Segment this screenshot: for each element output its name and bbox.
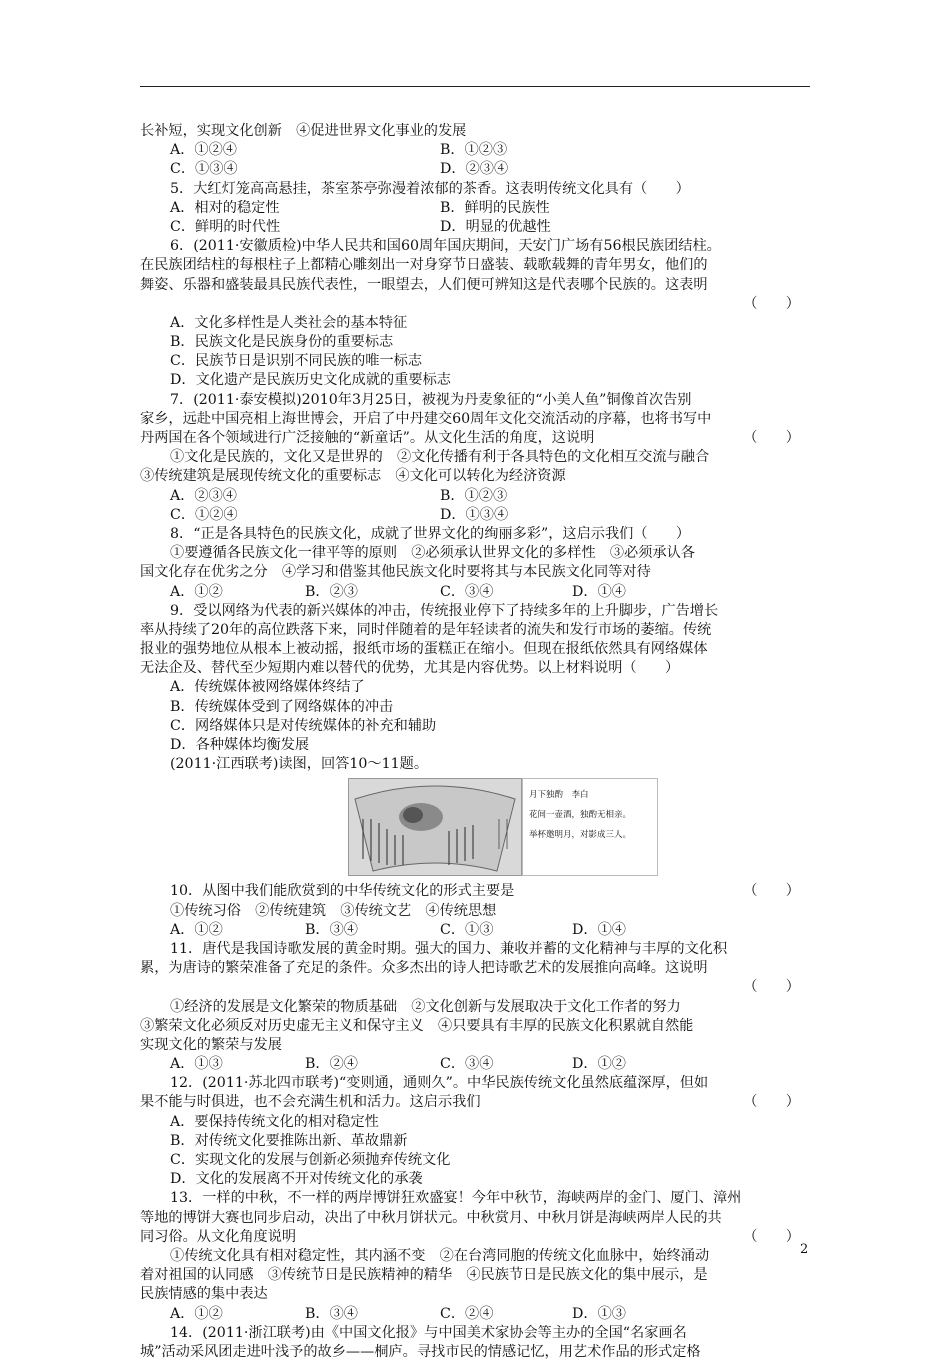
text-line [140,467,812,486]
text-line [140,218,812,237]
text-line [140,122,812,141]
line-text: D．文化的发展离不开对传统文化的承袭 [170,1171,423,1188]
answer-option: B．鲜明的民族性 [440,199,550,216]
line-text: 7．(2011·泰安模拟)2010年3月25日，被视为丹麦象征的“小美人鱼”铜像首次告别 [170,391,692,408]
text-line [140,1228,812,1247]
answer-option: D．①② [572,1056,626,1073]
answer-option: A．①③ [170,1056,223,1073]
text-line [140,544,812,563]
text-line [140,160,812,179]
answer-option: A．②③④ [170,487,237,504]
line-text: ③传统建筑是展现传统文化的重要标志 ④文化可以转化为经济资源 [140,468,566,485]
answer-option: B．①②③ [440,142,508,159]
text-line [140,921,812,940]
text-line [140,583,812,602]
text-line [140,487,812,506]
line-text: A．传统媒体被网络媒体终结了 [170,679,365,696]
poem-line: 花间一壶酒，独酌无相亲。 [529,810,632,821]
text-line [140,736,812,755]
answer-option: A．①②④ [170,142,237,159]
answer-option: C．鲜明的时代性 [170,218,281,235]
line-text: B．民族文化是民族身份的重要标志 [170,334,394,351]
line-text: 国文化存在优劣之分 ④学习和借鉴其他民族文化时要将其与本民族文化同等对待 [140,564,651,581]
line-text: 在民族团结柱的每根柱子上都精心雕刻出一对身穿节日盛装、载歌载舞的青年男女，他们的 [140,257,708,274]
text-line [140,525,812,544]
answer-option: D．①④ [572,921,626,938]
line-text: 果不能与时俱进，也不会充满生机和活力。这启示我们 [140,1094,481,1111]
line-text: 丹两国在各个领域进行广泛接触的“新童话”。从文化生活的角度，这说明 [140,430,595,446]
line-text: D．文化遗产是民族历史文化成就的重要标志 [170,372,451,389]
text-line [140,256,812,275]
fan-painting-image [348,778,522,876]
line-text: ①要遵循各民族文化一律平等的原则 ②必须承认世界文化的多样性 ③必须承认各 [170,545,695,562]
text-line [140,1170,812,1189]
answer-option: D．①③ [572,1305,626,1322]
line-text: 同习俗。从文化角度说明 [140,1228,297,1245]
text-line [140,678,812,697]
line-text: ③繁荣文化必须反对历史虚无主义和保守主义 ④只要具有丰厚的民族文化积累就自然能 [140,1017,694,1034]
line-text: 6．(2011·安徽质检)中华人民共和国60周年国庆期间，天安门广场有56根民族团结柱。 [170,238,721,255]
answer-option: C．①②④ [170,506,238,523]
answer-option: B．②③ [305,583,358,600]
answer-option: D．②③④ [440,161,509,178]
line-text: C．实现文化的发展与创新必须抛弃传统文化 [170,1152,451,1168]
line-text: 5．大红灯笼高高悬挂，茶室茶亭弥漫着浓郁的茶香。这表明传统文化具有（ ） [170,180,690,197]
answer-option: C．②④ [440,1305,494,1322]
line-text: 12．(2011·苏北四市联考)“变则通，通则久”。中华民族传统文化虽然底蕴深厚，但如 [170,1075,709,1092]
text-line [140,563,812,582]
answer-option: A．①② [170,1305,223,1322]
line-text: 14．(2011·浙江联考)由《中国文化报》与中国美术家协会等主办的全国“名家画名 [170,1324,687,1341]
line-text: 无法企及、替代至少短期内难以替代的优势，尤其是内容优势。以上材料说明（ ） [140,660,680,677]
text-line [140,352,812,371]
text-line [140,1036,812,1055]
text-line [140,621,812,640]
line-text: 家乡，远赴中国亮相上海世博会，开启了中丹建交60周年文化交流活动的序幕，也将书写中 [140,410,712,427]
text-line [140,998,812,1017]
answer-option: C．③④ [440,1056,494,1073]
poem-line: 举杯邀明月，对影成三人。 [529,830,632,841]
question-text [140,122,812,1362]
header-rule [140,86,810,87]
answer-option: C．①③ [440,921,494,938]
line-text: C．网络媒体只是对传统媒体的补充和辅助 [170,717,437,734]
line-text: C．民族节日是识别不同民族的唯一标志 [170,353,423,370]
text-line [140,295,812,314]
text-line [140,1017,812,1036]
answer-option: B．③④ [305,1305,358,1322]
answer-option: B．②④ [305,1056,358,1073]
line-text: 8．“正是各具特色的民族文化，成就了世界文化的绚丽多彩”，这启示我们（ ） [170,525,691,542]
line-text: A．文化多样性是人类社会的基本特征 [170,314,408,331]
line-text: 10．从图中我们能欣赏到的中华传统文化的形式主要是 [170,883,515,900]
answer-option: C．③④ [440,583,494,600]
text-line [140,959,812,978]
line-text: B．对传统文化要推陈出新、革故鼎新 [170,1132,408,1149]
answer-blank: （ ） [743,295,800,312]
line-text: 报业的强势地位从根本上被动摇，报纸市场的蛋糕正在缩小。但现在报纸依然具有网络媒体 [140,641,708,658]
line-text: 长补短，实现文化创新 ④促进世界文化事业的发展 [140,123,467,139]
text-line [140,1055,812,1074]
text-line [140,371,812,390]
text-line [140,333,812,352]
text-line [140,276,812,295]
text-line [140,882,812,901]
text-line [140,602,812,621]
answer-option: D．明显的优越性 [440,218,551,235]
line-text: D．各种媒体均衡发展 [170,737,310,753]
text-line [140,1343,812,1362]
text-line [140,141,812,160]
answer-option: B．③④ [305,921,358,938]
line-text: 实现文化的繁荣与发展 [140,1036,282,1053]
text-line [140,1093,812,1112]
text-line [140,1247,812,1266]
text-line [140,940,812,959]
text-line [140,755,812,774]
calligraphy-figure [348,778,656,878]
text-line [140,1151,812,1170]
line-text: 9．受以网络为代表的新兴媒体的冲击，传统报业停下了持续多年的上升脚步，广告增长 [170,602,719,619]
answer-option: B．①②③ [440,487,508,504]
line-text: 城”活动采风团走进叶浅予的故乡——桐庐。寻找市民的情感记忆，用艺术作品的形式定格 [140,1343,701,1360]
text-line [140,640,812,659]
poem-panel [522,778,658,876]
text-line [140,199,812,218]
answer-blank: （ ） [743,883,800,900]
text-line [140,1132,812,1151]
line-text: 13．一样的中秋，不一样的两岸博饼狂欢盛宴！今年中秋节，海峡两岸的金门、厦门、漳州 [170,1190,742,1207]
line-text: 累，为唐诗的繁荣准备了充足的条件。众多杰出的诗人把诗歌艺术的发展推向高峰。这说明 [140,960,708,977]
text-line [140,1189,812,1208]
answer-blank: （ ） [743,430,800,446]
line-text: A．要保持传统文化的相对稳定性 [170,1113,379,1130]
text-line [140,391,812,410]
text-line [140,1209,812,1228]
text-line [140,237,812,256]
line-text: 等地的博饼大赛也同步启动，决出了中秋月饼状元。中秋赏月、中秋月饼是海峡两岸人民的共 [140,1209,722,1226]
text-line [140,1266,812,1285]
line-text: 率从持续了20年的高位跌落下来，同时伴随着的是年轻读者的流失和发行市场的萎缩。传统 [140,621,712,638]
text-line [140,410,812,429]
line-text: ①经济的发展是文化繁荣的物质基础 ②文化创新与发展取决于文化工作者的努力 [170,998,681,1015]
text-line [140,1285,812,1304]
text-line [140,698,812,717]
answer-option: A．①② [170,583,223,600]
answer-option: D．①④ [572,583,626,600]
text-line [140,659,812,678]
text-line [140,429,812,448]
answer-blank: （ ） [743,979,800,996]
text-line [140,978,812,997]
answer-option: A．①② [170,921,223,938]
line-text: 着对祖国的认同感 ③传统节日是民族精神的精华 ④民族节日是民族文化的集中展示，是 [140,1267,708,1284]
text-line [140,717,812,736]
text-line [140,314,812,333]
poem-title: 月下独酌 李白 [529,790,589,801]
line-text: ①传统习俗 ②传统建筑 ③传统文艺 ④传统思想 [170,902,497,919]
line-text: 民族情感的集中表达 [140,1286,268,1303]
line-text: ①传统文化具有相对稳定性，其内涵不变 ②在台湾同胞的传统文化血脉中，始终涌动 [170,1247,710,1264]
text-line [140,1305,812,1324]
answer-option: D．①③④ [440,506,509,523]
text-line [140,180,812,199]
line-text: 舞姿、乐器和盛装最具民族代表性，一眼望去，人们便可辨知这是代表哪个民族的。这表明 [140,276,708,293]
line-text: (2011·江西联考)读图，回答10～11题。 [170,756,429,773]
text-line [140,1113,812,1132]
text-line [140,1324,812,1343]
text-line [140,448,812,467]
line-text: ①文化是民族的，文化又是世界的 ②文化传播有利于各具特色的文化相互交流与融合 [170,449,710,466]
line-text: 11．唐代是我国诗歌发展的黄金时期。强大的国力、兼收并蓄的文化精神与丰厚的文化积 [170,940,728,957]
text-line [140,1074,812,1093]
text-line [140,902,812,921]
answer-option: C．①③④ [170,161,238,178]
answer-blank: （ ） [743,1228,800,1245]
answer-option: A．相对的稳定性 [170,199,280,216]
answer-blank: （ ） [743,1094,800,1111]
page-number: 2 [800,1242,809,1257]
line-text: B．传统媒体受到了网络媒体的冲击 [170,698,394,715]
text-line [140,506,812,525]
